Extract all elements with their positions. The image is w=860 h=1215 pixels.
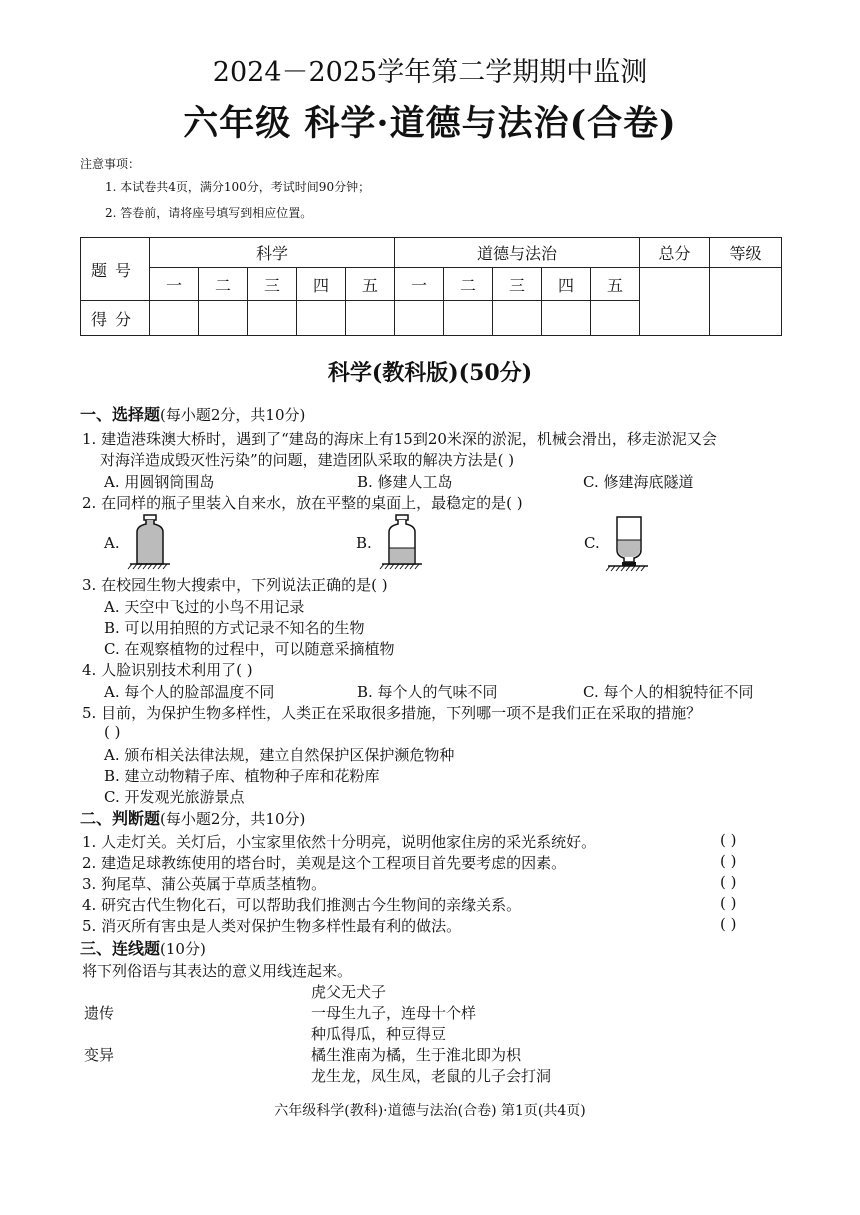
score-cell[interactable] bbox=[493, 301, 542, 336]
page-footer: 六年级科学(教科)·道德与法治(合卷) 第1页(共4页) bbox=[274, 1103, 586, 1119]
exam-title-line1: 2024－2025学年第二学期期中监测 bbox=[212, 57, 648, 88]
bottle-b-image bbox=[378, 514, 428, 572]
q5-option-c[interactable]: C. 开发观光旅游景点 bbox=[104, 788, 245, 806]
match-right-item[interactable]: 橘生淮南为橘，生于淮北即为枳 bbox=[311, 1046, 522, 1064]
tf-answer-1[interactable]: ( ) bbox=[720, 831, 737, 849]
tf-answer-5[interactable]: ( ) bbox=[720, 915, 737, 933]
col-header: 五 bbox=[591, 268, 640, 301]
score-cell[interactable] bbox=[297, 301, 346, 336]
part2-title: 二、判断题 bbox=[80, 809, 161, 828]
q2-stem: 2. 在同样的瓶子里装入自来水，放在平整的桌面上，最稳定的是( ) bbox=[82, 494, 523, 512]
col-header: 四 bbox=[297, 268, 346, 301]
col-header: 三 bbox=[493, 268, 542, 301]
q1-option-a[interactable]: A. 用圆钢筒围岛 bbox=[104, 473, 215, 491]
total-score-cell[interactable] bbox=[640, 268, 710, 336]
q2-option-a[interactable]: A. bbox=[104, 534, 120, 552]
match-right-item[interactable]: 龙生龙，凤生凤，老鼠的儿子会打洞 bbox=[311, 1067, 552, 1085]
part2-note: (每小题2分，共10分) bbox=[160, 810, 306, 828]
section-title: 科学(教科版)(50分) bbox=[327, 360, 533, 386]
group-science: 科学 bbox=[150, 238, 395, 268]
part1-title: 一、选择题 bbox=[80, 405, 161, 424]
grade-label: 等级 bbox=[710, 238, 782, 268]
score-cell[interactable] bbox=[199, 301, 248, 336]
score-cell[interactable] bbox=[395, 301, 444, 336]
q1-option-c[interactable]: C. 修建海底隧道 bbox=[583, 473, 694, 491]
col-header: 三 bbox=[248, 268, 297, 301]
q5-stem: 5. 目前，为保护生物多样性，人类正在采取很多措施，下列哪一项不是我们正在采取的措施？ bbox=[82, 704, 702, 722]
score-table bbox=[80, 237, 782, 336]
col-header: 二 bbox=[444, 268, 493, 301]
col-header: 一 bbox=[150, 268, 199, 301]
tf-item-3: 3. 狗尾草、蒲公英属于草质茎植物。 bbox=[82, 875, 327, 893]
part3-heading bbox=[80, 936, 206, 959]
col-header: 五 bbox=[346, 268, 395, 301]
match-left-heredity[interactable]: 遗传 bbox=[84, 1004, 115, 1022]
notice-item-1: 1. 本试卷共4页，满分100分，考试时间90分钟； bbox=[105, 180, 371, 194]
tf-item-4: 4. 研究古代生物化石，可以帮助我们推测古今生物间的亲缘关系。 bbox=[82, 896, 522, 914]
q2-option-c[interactable]: C. bbox=[584, 534, 600, 552]
group-morality-law: 道德与法治 bbox=[395, 238, 640, 268]
tf-item-2: 2. 建造足球教练使用的塔台时，美观是这个工程项目首先要考虑的因素。 bbox=[82, 854, 567, 872]
row-label-score: 得分 bbox=[81, 301, 150, 336]
match-right-item[interactable]: 一母生九子，连母十个样 bbox=[311, 1004, 477, 1022]
col-header: 四 bbox=[542, 268, 591, 301]
score-cell[interactable] bbox=[591, 301, 640, 336]
row-label-question-no: 题号 bbox=[81, 238, 150, 301]
q2-option-b[interactable]: B. bbox=[356, 534, 372, 552]
part1-note: (每小题2分，共10分) bbox=[160, 406, 306, 424]
match-right-item[interactable]: 虎父无犬子 bbox=[311, 983, 387, 1001]
q3-option-a[interactable]: A. 天空中飞过的小鸟不用记录 bbox=[104, 598, 305, 616]
q4-option-a[interactable]: A. 每个人的脸部温度不同 bbox=[104, 683, 275, 701]
bottle-c-image bbox=[604, 514, 654, 572]
tf-item-5: 5. 消灭所有害虫是人类对保护生物多样性最有利的做法。 bbox=[82, 917, 462, 935]
q1-stem-a: 1. 建造港珠澳大桥时，遇到了“建岛的海床上有15到20米深的淤泥，机械会滑出，移走淤泥又会 bbox=[82, 430, 717, 448]
q4-option-c[interactable]: C. 每个人的相貌特征不同 bbox=[583, 683, 754, 701]
tf-answer-4[interactable]: ( ) bbox=[720, 894, 737, 912]
col-header: 二 bbox=[199, 268, 248, 301]
q3-stem: 3. 在校园生物大搜索中，下列说法正确的是( ) bbox=[82, 576, 388, 594]
part3-title: 三、连线题 bbox=[80, 939, 161, 958]
bottle-a-image bbox=[126, 514, 176, 572]
part3-instruction: 将下列俗语与其表达的意义用线连起来。 bbox=[82, 962, 353, 980]
notice-title: 注意事项： bbox=[80, 157, 141, 171]
notice-item-2: 2. 答卷前，请将座号填写到相应位置。 bbox=[105, 206, 313, 220]
q5-answer-paren[interactable]: ( ) bbox=[104, 723, 121, 741]
tf-answer-3[interactable]: ( ) bbox=[720, 873, 737, 891]
score-cell[interactable] bbox=[346, 301, 395, 336]
q5-option-a[interactable]: A. 颁布相关法律法规，建立自然保护区保护濒危物种 bbox=[104, 746, 455, 764]
match-left-variation[interactable]: 变异 bbox=[84, 1046, 115, 1064]
part3-note: (10分) bbox=[160, 940, 206, 958]
q4-option-b[interactable]: B. 每个人的气味不同 bbox=[357, 683, 498, 701]
q3-option-c[interactable]: C. 在观察植物的过程中，可以随意采摘植物 bbox=[104, 640, 395, 658]
exam-title-line2: 六年级 科学·道德与法治(合卷) bbox=[183, 103, 677, 144]
score-cell[interactable] bbox=[150, 301, 199, 336]
col-header: 一 bbox=[395, 268, 444, 301]
q4-stem: 4. 人脸识别技术利用了( ) bbox=[82, 661, 253, 679]
score-cell[interactable] bbox=[542, 301, 591, 336]
part2-heading bbox=[80, 806, 305, 829]
grade-cell[interactable] bbox=[710, 268, 782, 336]
q1-option-b[interactable]: B. 修建人工岛 bbox=[357, 473, 453, 491]
part1-heading bbox=[80, 402, 305, 425]
q1-stem-b: 对海洋造成毁灭性污染”的问题，建造团队采取的解决方法是( ) bbox=[100, 451, 515, 469]
q5-option-b[interactable]: B. 建立动物精子库、植物种子库和花粉库 bbox=[104, 767, 380, 785]
score-cell[interactable] bbox=[444, 301, 493, 336]
match-right-item[interactable]: 种瓜得瓜，种豆得豆 bbox=[311, 1025, 447, 1043]
score-cell[interactable] bbox=[248, 301, 297, 336]
tf-item-1: 1. 人走灯关。关灯后，小宝家里依然十分明亮，说明他家住房的采光系统好。 bbox=[82, 833, 597, 851]
q3-option-b[interactable]: B. 可以用拍照的方式记录不知名的生物 bbox=[104, 619, 365, 637]
total-label: 总分 bbox=[640, 238, 710, 268]
tf-answer-2[interactable]: ( ) bbox=[720, 852, 737, 870]
